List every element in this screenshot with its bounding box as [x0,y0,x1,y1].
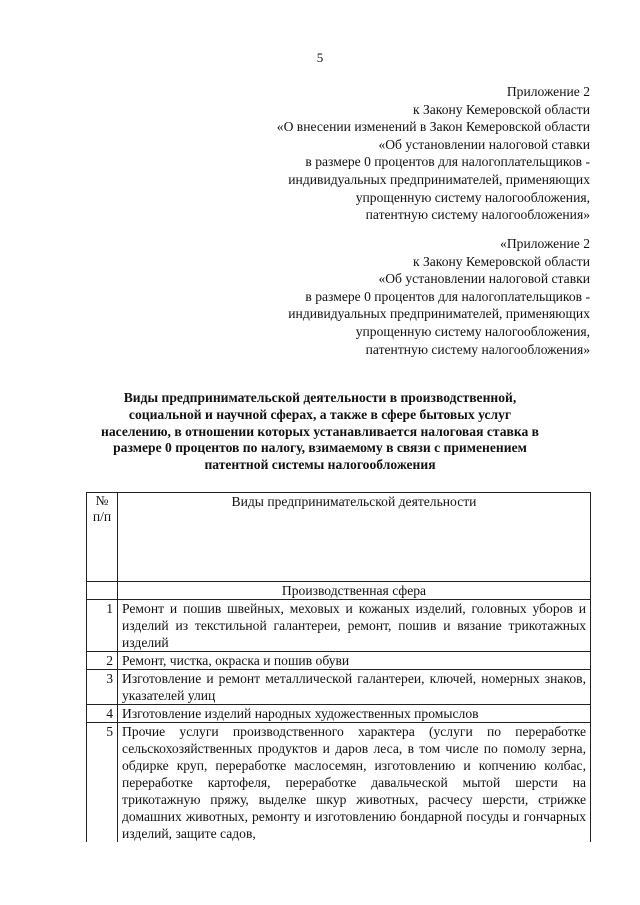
appendix-quoted-line: «Об установлении налоговой ставки [378,271,590,287]
row-number: 3 [87,670,118,705]
appendix-quoted-line: к Закону Кемеровской области [412,253,590,269]
appendix-header [277,83,590,224]
appendix-quoted-line: в размере 0 процентов для налогоплательщиков - [305,288,590,304]
row-number: 5 [87,723,118,843]
activities-table [86,492,591,842]
appendix-quoted-line: индивидуальных предпринимателей, применяющих [288,306,590,322]
header-number-abbrev: п/п [92,509,112,524]
section-label: Производственная сфера [118,582,591,600]
row-number: 4 [87,705,118,723]
title-line: Виды предпринимательской деятельности в производственной, [123,390,517,405]
header-kind-cell: Виды предпринимательской деятельности [118,493,591,582]
row-number: 1 [87,600,118,652]
table-row [87,652,591,670]
row-text: Ремонт, чистка, окраска и пошив обуви [118,652,591,670]
row-number: 2 [87,652,118,670]
title-line: населению, в отношении которых устанавливается налоговая ставка в [100,423,539,439]
appendix-header-line: патентную систему налогообложения» [365,207,590,223]
table-header-row [87,493,591,582]
title-line: размере 0 процентов по налогу, взимаемому в связи с применением [113,440,527,456]
appendix-header-line: индивидуальных предпринимателей, применяющих [288,171,590,187]
title-line: патентной системы налогообложения [204,457,436,473]
section-empty-cell [87,582,118,600]
header-number-symbol: № [95,493,109,508]
appendix-quoted-line: патентную систему налогообложения» [365,341,590,357]
page-number: 5 [316,50,324,65]
row-text: Изготовление изделий народных художественных промыслов [118,705,591,723]
appendix-header-line: упрощенную систему налогообложения, [355,189,590,205]
table-row [87,600,591,652]
row-text: Изготовление и ремонт металлической галантереи, ключей, номерных знаков, указателей улиц [118,670,591,705]
appendix-header-line: «Об установлении налоговой ставки [378,136,590,152]
appendix-header-line: в размере 0 процентов для налогоплательщиков - [305,154,590,170]
appendix-quoted-line: «Приложение 2 [500,236,590,251]
appendix-header-line: Приложение 2 [506,84,590,99]
section-row [87,582,591,600]
title-line: социальной и научной сферах, а также в сфере бытовых услуг [128,406,512,422]
appendix-quoted-header [288,235,590,358]
row-text: Ремонт и пошив швейных, меховых и кожаных изделий, головных уборов и изделий из текстильной галантереи, ремонт, пошив и вязание трикотажных изделий [118,600,591,652]
appendix-header-line: «О внесении изменений в Закон Кемеровской области [276,119,590,135]
appendix-quoted-line: упрощенную систему налогообложения, [355,323,590,339]
header-number-cell [87,493,118,582]
appendix-header-line: к Закону Кемеровской области [412,101,590,117]
row-text: Прочие услуги производственного характера (услуги по переработке сельскохозяйственных продуктов и даров леса, в том числе по помолу зерна, обдирке круп, переработке маслосемян, изготовлению и копчению колбас, переработке картофеля, переработке давальческой мытой шерсти на трикотажную пряжу, выделке шкур животных, расчесу шерсти, стрижке домашних животных, ремонту и изготовлению бондарной посуды и гончарных изделий, защите садов, [118,723,591,843]
table-row [87,670,591,705]
table-row [87,705,591,723]
document-title [95,390,545,474]
table-row [87,723,591,843]
